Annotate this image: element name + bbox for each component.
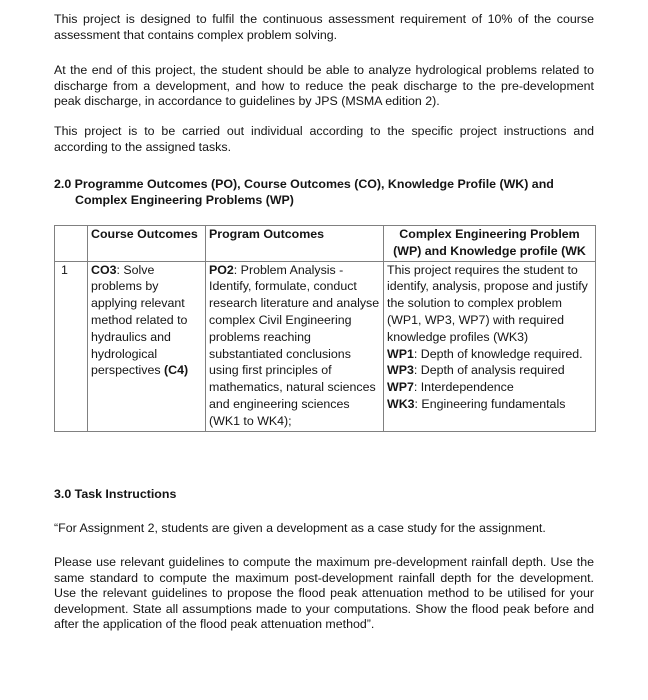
row-number: 1 bbox=[55, 261, 88, 431]
wp-item bbox=[387, 396, 592, 413]
co-text: : Solve problems by applying relevant method related to hydraulics and hydrological perspectives bbox=[91, 262, 188, 378]
wp-intro: This project requires the student to identify, analysis, propose and justify the solution to complex problem (WP1, WP3, WP7) with required knowledge profiles (WK3) bbox=[387, 262, 588, 344]
course-outcome-cell bbox=[88, 261, 206, 431]
section-2-heading-line2: Complex Engineering Problems (WP) bbox=[75, 192, 294, 207]
section-2-heading-line1: 2.0 Programme Outcomes (PO), Course Outcomes (CO), Knowledge Profile (WK) and bbox=[54, 177, 554, 191]
intro-paragraph-purpose: This project is designed to fulfil the continuous assessment requirement of 10% of the course assessment that contains complex problem solving. bbox=[54, 12, 594, 42]
table-row bbox=[55, 261, 596, 431]
wp-item-text: : Engineering fundamentals bbox=[414, 396, 566, 411]
wp-item bbox=[387, 346, 592, 363]
po-code: PO2 bbox=[209, 262, 234, 277]
wp-item-code: WP7 bbox=[387, 380, 414, 395]
wp-item-text: : Depth of analysis required bbox=[413, 363, 565, 378]
table-header-row bbox=[55, 226, 596, 262]
complex-problem-cell bbox=[384, 261, 596, 431]
program-outcome-cell bbox=[206, 261, 384, 431]
header-number bbox=[55, 226, 88, 262]
header-course-outcomes: Course Outcomes bbox=[88, 226, 206, 262]
outcomes-table bbox=[54, 225, 596, 432]
co-level: (C4) bbox=[164, 363, 189, 378]
header-complex-problem: Complex Engineering Problem (WP) and Knowledge profile (WK bbox=[384, 226, 596, 262]
header-program-outcomes: Program Outcomes bbox=[206, 226, 384, 262]
wp-item-text: : Interdependence bbox=[413, 380, 514, 395]
co-code: CO3 bbox=[91, 262, 117, 277]
section-3-heading: 3.0 Task Instructions bbox=[54, 487, 177, 501]
intro-paragraph-mode: This project is to be carried out individual according to the specific project instructions and according to the assigned tasks. bbox=[54, 124, 594, 154]
po-text: : Problem Analysis - Identify, formulate, conduct research literature and analyse complex Civil Engineering problems reaching substantiated conclusions using first principles of mathematics, natural sciences and engineering sciences (WK1 to WK4); bbox=[209, 262, 380, 428]
intro-paragraph-objective: At the end of this project, the student should be able to analyze hydrological problems related to discharge from a development, and how to reduce the peak discharge to the pre-development peak discharge, in accordance to guidelines by JPS (MSMA edition 2). bbox=[54, 63, 594, 108]
task-instructions-paragraph: Please use relevant guidelines to compute the maximum pre-development rainfall depth. Use the same standard to compute the maximum post-development rainfall depth for the development. Use the relevant guidelines to propose the flood peak attenuation method to be utilised for your development. State all assumptions made to your computations. Show the flood peak before and after the application of the flood peak attenuation method”. bbox=[54, 555, 594, 631]
section-2-heading bbox=[54, 177, 614, 208]
wp-item bbox=[387, 379, 592, 396]
wp-item bbox=[387, 362, 592, 379]
wp-item-code: WK3 bbox=[387, 396, 415, 411]
wp-item-code: WP1 bbox=[387, 346, 414, 361]
task-intro-paragraph: “For Assignment 2, students are given a development as a case study for the assignment. bbox=[54, 521, 546, 535]
wp-item-code: WP3 bbox=[387, 363, 414, 378]
wp-item-text: : Depth of knowledge required. bbox=[413, 346, 583, 361]
